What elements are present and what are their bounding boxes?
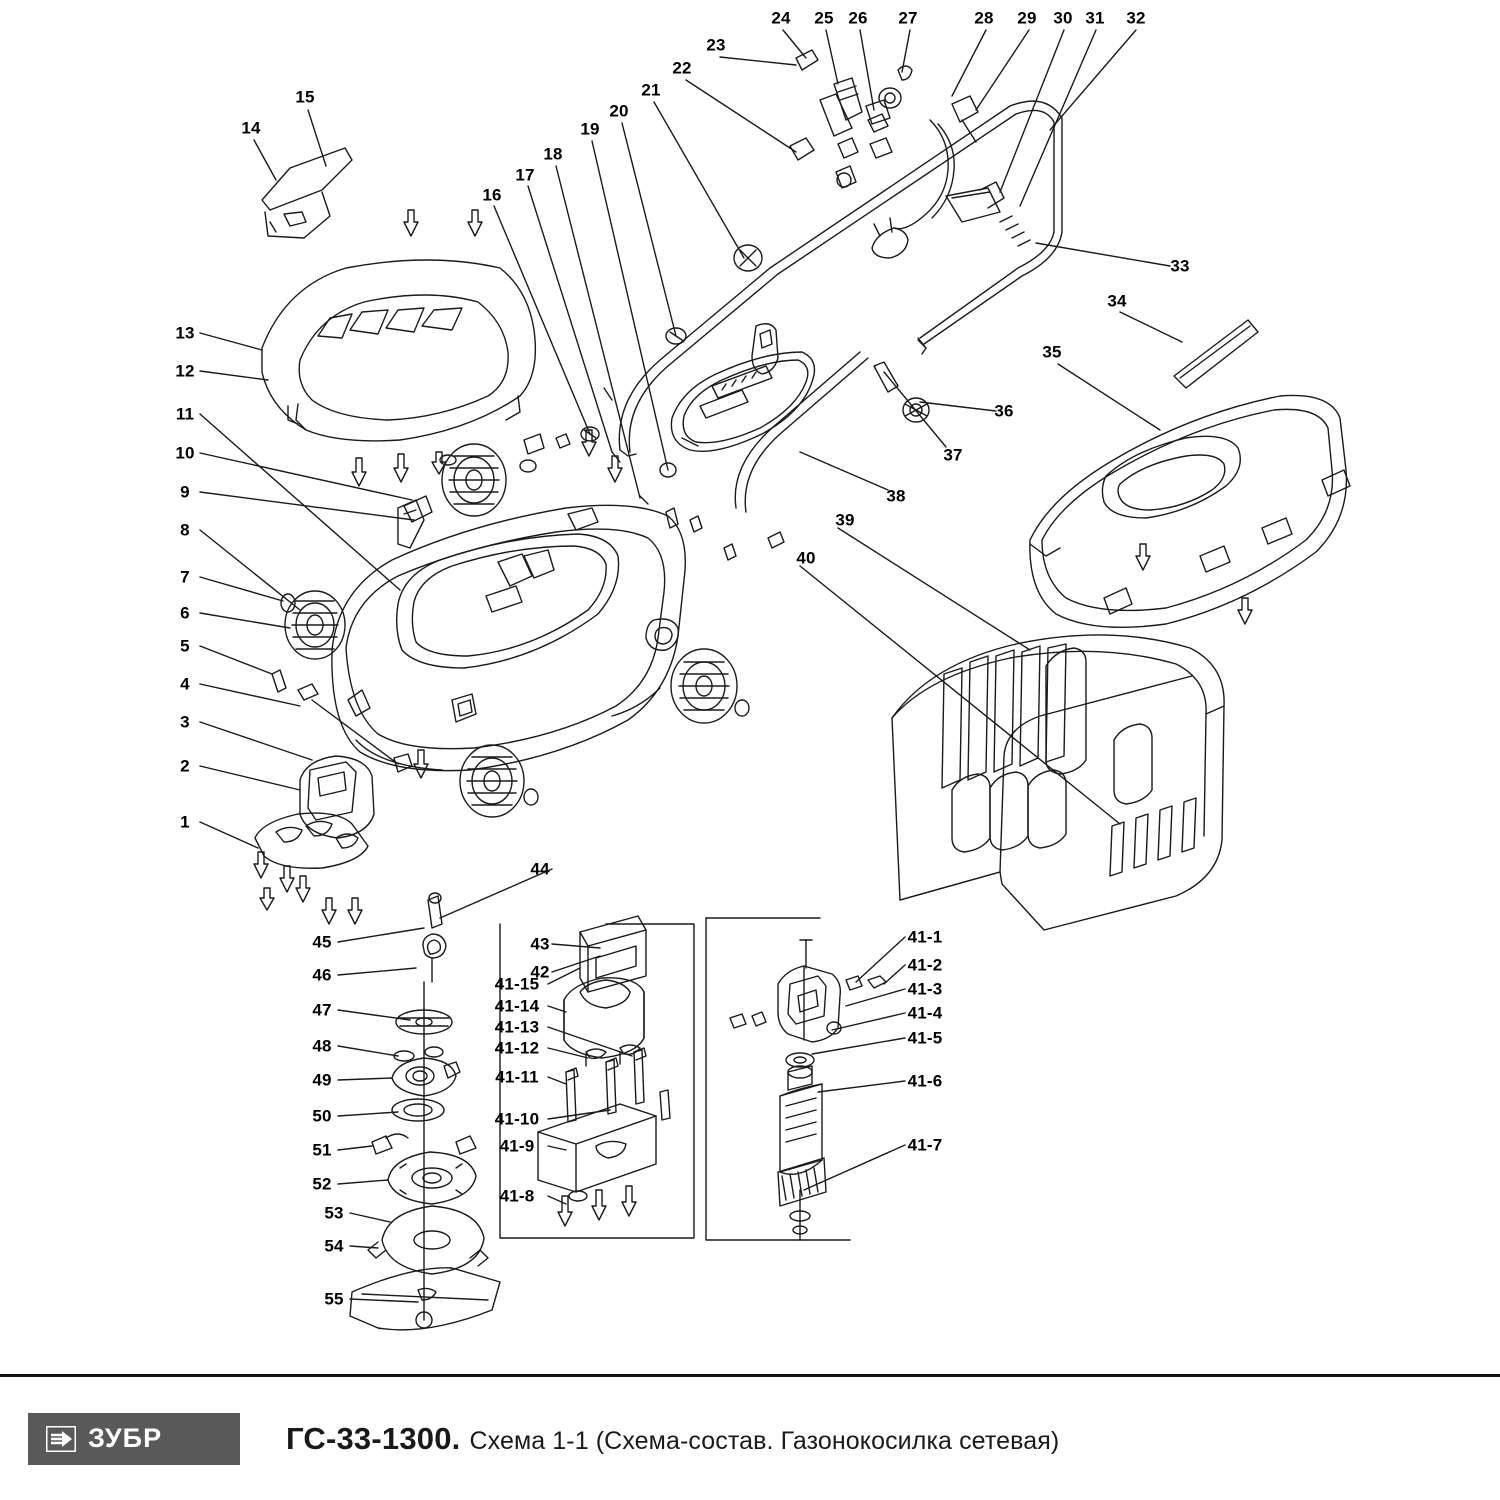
callout-41-14: 41-14 [494, 996, 540, 1016]
callout-13: 13 [175, 323, 195, 343]
callout-39: 39 [835, 510, 855, 530]
callout-46: 46 [312, 965, 332, 985]
callout-11: 11 [175, 404, 195, 424]
callout-41-10: 41-10 [494, 1109, 540, 1129]
sheet-caption [286, 1421, 1059, 1457]
callout-19: 19 [580, 119, 600, 139]
callout-48: 48 [312, 1036, 332, 1056]
callout-12: 12 [175, 361, 195, 381]
callout-7: 7 [180, 567, 190, 587]
callout-32: 32 [1126, 8, 1146, 28]
callout-41-6: 41-6 [907, 1071, 943, 1091]
callout-10: 10 [175, 443, 195, 463]
callout-31: 31 [1085, 8, 1105, 28]
callout-40: 40 [796, 548, 816, 568]
callout-15: 15 [295, 87, 315, 107]
callout-35: 35 [1042, 342, 1062, 362]
callout-41-8: 41-8 [499, 1186, 535, 1206]
callout-30: 30 [1053, 8, 1073, 28]
callout-22: 22 [672, 58, 692, 78]
callout-41-2: 41-2 [907, 955, 943, 975]
callout-54: 54 [324, 1236, 344, 1256]
callout-26: 26 [848, 8, 868, 28]
footer-bar [0, 1377, 1500, 1500]
callout-14: 14 [241, 118, 261, 138]
callout-52: 52 [312, 1174, 332, 1194]
callout-53: 53 [324, 1203, 344, 1223]
callout-17: 17 [515, 165, 535, 185]
callout-38: 38 [886, 486, 906, 506]
callout-2: 2 [180, 756, 190, 776]
model-code: ГС-33-1300. [286, 1420, 461, 1456]
callout-8: 8 [180, 520, 190, 540]
callout-33: 33 [1170, 256, 1190, 276]
callout-28: 28 [974, 8, 994, 28]
callout-34: 34 [1107, 291, 1127, 311]
callout-29: 29 [1017, 8, 1037, 28]
callout-41-1: 41-1 [907, 927, 943, 947]
callout-41-3: 41-3 [907, 979, 943, 999]
callout-18: 18 [543, 144, 563, 164]
scheme-description: Схема 1-1 (Схема-состав. Газонокосилка сетевая) [469, 1426, 1060, 1455]
callout-41-11: 41-11 [495, 1067, 539, 1087]
callout-9: 9 [180, 482, 190, 502]
callout-5: 5 [180, 636, 190, 656]
callout-41-13: 41-13 [494, 1017, 540, 1037]
callout-6: 6 [180, 603, 190, 623]
callout-41-7: 41-7 [907, 1135, 943, 1155]
callout-27: 27 [898, 8, 918, 28]
callout-41-4: 41-4 [907, 1003, 943, 1023]
callout-55: 55 [324, 1289, 344, 1309]
callout-45: 45 [312, 932, 332, 952]
callout-41-5: 41-5 [907, 1028, 943, 1048]
callout-20: 20 [609, 101, 629, 121]
callout-23: 23 [706, 35, 726, 55]
callout-41-9: 41-9 [499, 1136, 535, 1156]
callout-43: 43 [530, 934, 550, 954]
callout-51: 51 [312, 1140, 332, 1160]
callout-47: 47 [312, 1000, 332, 1020]
callout-44: 44 [530, 859, 550, 879]
callout-41-15: 41-15 [494, 974, 540, 994]
callout-37: 37 [943, 445, 963, 465]
callout-36: 36 [994, 401, 1014, 421]
callout-41-12: 41-12 [494, 1038, 540, 1058]
callout-1: 1 [180, 812, 190, 832]
brand-logo [28, 1413, 240, 1465]
callout-24: 24 [771, 8, 791, 28]
callout-50: 50 [312, 1106, 332, 1126]
callout-3: 3 [180, 712, 190, 732]
callout-25: 25 [814, 8, 834, 28]
callout-49: 49 [312, 1070, 332, 1090]
callout-42: 42 [530, 962, 550, 982]
callout-16: 16 [482, 185, 502, 205]
callout-21: 21 [641, 80, 661, 100]
callout-4: 4 [180, 674, 190, 694]
arrow-in-square-icon [46, 1426, 76, 1452]
brand-name: ЗУБР [88, 1423, 163, 1453]
